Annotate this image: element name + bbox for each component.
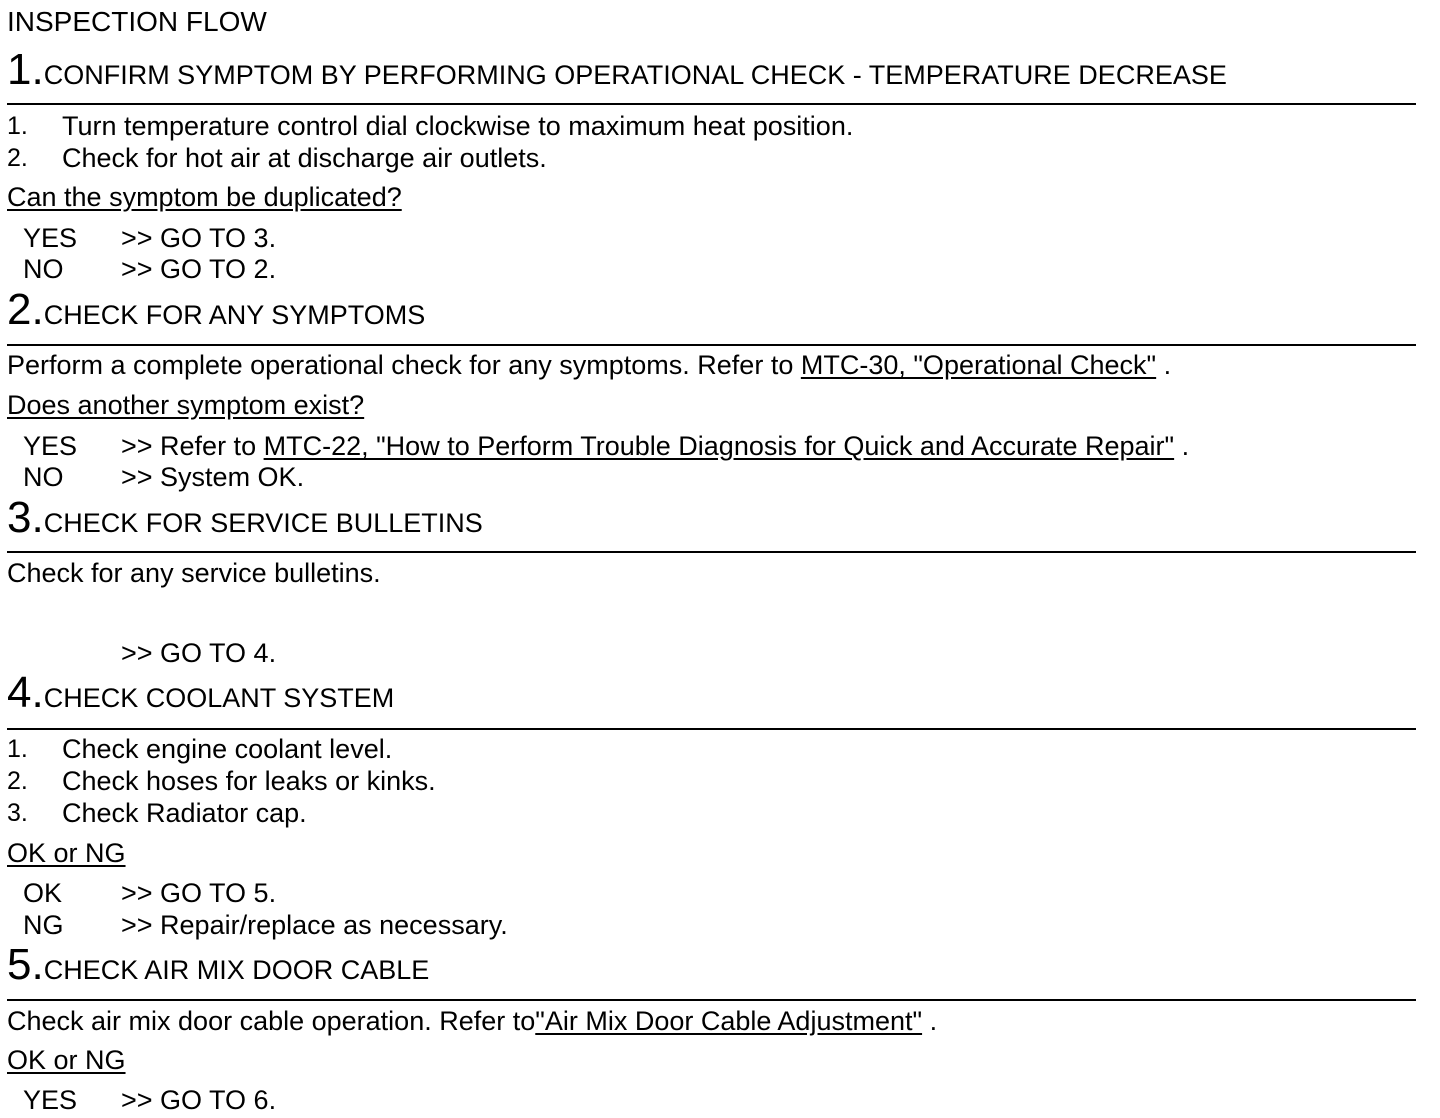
trouble-diagnosis-link[interactable]: MTC-22, "How to Perform Trouble Diagnosis for Quick and Accurate Repair" <box>263 431 1175 461</box>
divider <box>7 344 1416 346</box>
answer-text: . <box>1174 431 1190 461</box>
operational-check-link[interactable]: MTC-30, "Operational Check" <box>800 350 1157 380</box>
answer-action: >> Repair/replace as necessary. <box>121 910 508 940</box>
step-3-heading <box>7 495 483 541</box>
answer-action <box>121 430 1189 462</box>
step-question: OK or NG <box>7 1045 126 1075</box>
answer-key: NO <box>23 462 64 492</box>
step-question: OK or NG <box>7 838 126 868</box>
answer-key: YES <box>23 223 78 253</box>
answer-action: >> GO TO 4. <box>121 638 277 668</box>
step-title: CHECK FOR ANY SYMPTOMS <box>43 300 426 330</box>
paragraph-text: . <box>1156 350 1172 380</box>
step-paragraph <box>7 1005 937 1037</box>
air-mix-door-cable-link[interactable]: "Air Mix Door Cable Adjustment" <box>535 1006 923 1036</box>
step-number: 5. <box>7 940 44 989</box>
list-number: 3. <box>7 799 28 827</box>
step-paragraph: Check for any service bulletins. <box>7 558 381 588</box>
step-title: CONFIRM SYMPTOM BY PERFORMING OPERATIONAL CHECK - TEMPERATURE DECREASE <box>43 60 1227 90</box>
list-item: Turn temperature control dial clockwise to maximum heat position. <box>62 111 854 141</box>
step-number: 2. <box>7 285 44 334</box>
step-1-heading <box>7 47 1227 93</box>
step-4-heading <box>7 670 394 716</box>
step-number: 3. <box>7 493 44 542</box>
divider <box>7 103 1416 105</box>
answer-key: YES <box>23 1085 78 1115</box>
divider <box>7 728 1416 730</box>
step-number: 4. <box>7 668 44 717</box>
list-number: 1. <box>7 735 28 763</box>
step-question: Can the symptom be duplicated? <box>7 182 402 212</box>
answer-action: >> GO TO 6. <box>121 1085 277 1115</box>
answer-key: NG <box>23 910 64 940</box>
list-number: 1. <box>7 112 28 140</box>
step-title: CHECK FOR SERVICE BULLETINS <box>43 508 483 538</box>
divider <box>7 999 1416 1001</box>
paragraph-text: Perform a complete operational check for any symptoms. Refer to <box>7 350 801 380</box>
step-5-heading <box>7 942 429 988</box>
answer-action: >> System OK. <box>121 462 305 492</box>
step-number: 1. <box>7 45 44 94</box>
step-question: Does another symptom exist? <box>7 390 365 420</box>
answer-key: OK <box>23 878 63 908</box>
answer-key: NO <box>23 254 64 284</box>
list-item: Check Radiator cap. <box>62 798 307 828</box>
answer-text: >> Refer to <box>121 431 264 461</box>
page-title: INSPECTION FLOW <box>7 6 267 37</box>
step-title: CHECK AIR MIX DOOR CABLE <box>43 955 430 985</box>
answer-action: >> GO TO 5. <box>121 878 277 908</box>
list-number: 2. <box>7 767 28 795</box>
paragraph-text: . <box>922 1006 938 1036</box>
answer-action: >> GO TO 2. <box>121 254 277 284</box>
step-paragraph <box>7 349 1171 381</box>
step-2-heading <box>7 287 425 333</box>
list-number: 2. <box>7 144 28 172</box>
list-item: Check hoses for leaks or kinks. <box>62 766 436 796</box>
step-title: CHECK COOLANT SYSTEM <box>43 683 395 713</box>
answer-key: YES <box>23 431 78 461</box>
divider <box>7 551 1416 553</box>
answer-action: >> GO TO 3. <box>121 223 277 253</box>
list-item: Check for hot air at discharge air outlets. <box>62 143 547 173</box>
paragraph-text: Check air mix door cable operation. Refer to <box>7 1006 536 1036</box>
list-item: Check engine coolant level. <box>62 734 393 764</box>
